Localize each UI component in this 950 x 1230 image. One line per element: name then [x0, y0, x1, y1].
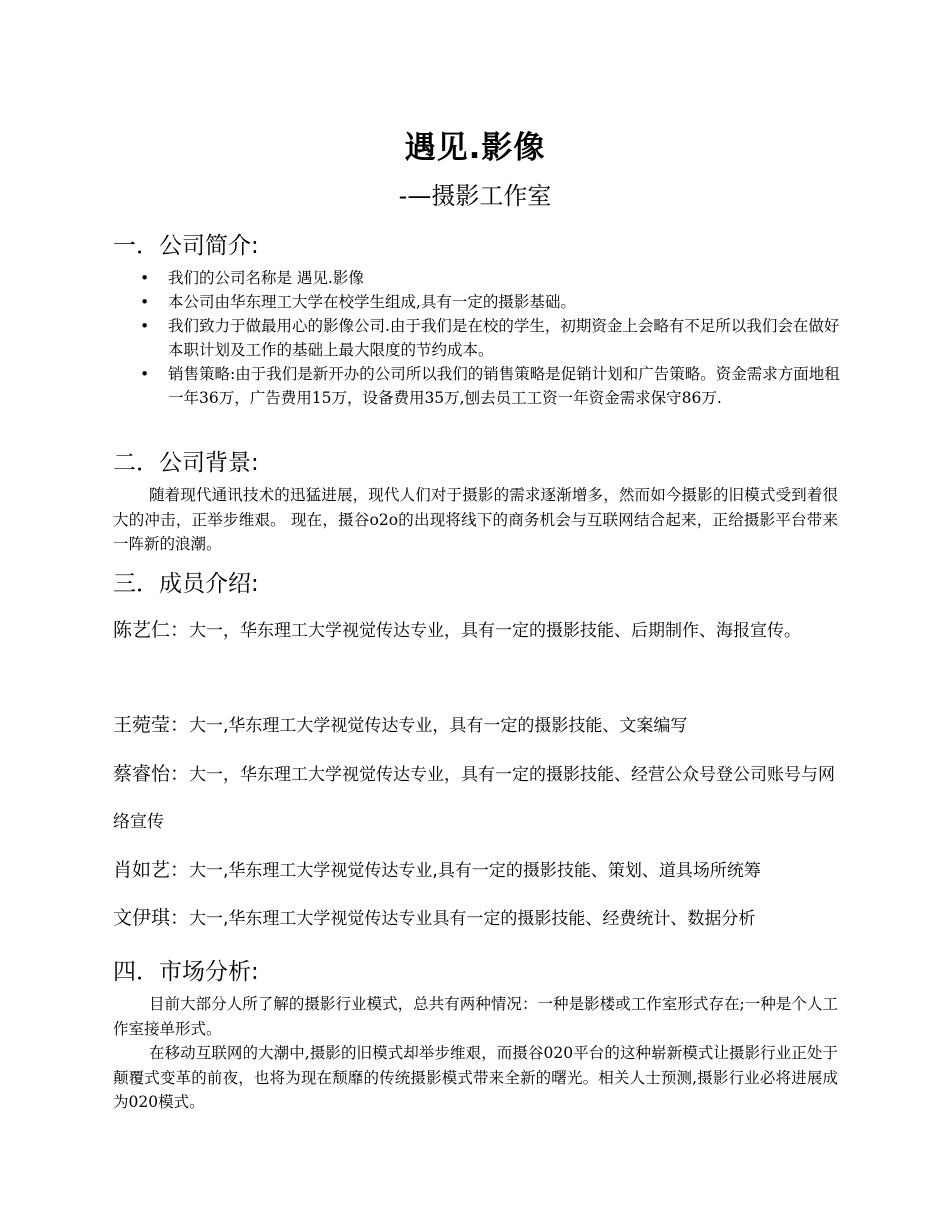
bullet-item: • 本公司由华东理工大学在校学生组成,具有一定的摄影基础。 [140, 290, 840, 314]
section-heading-intro: 一．公司简介: [113, 233, 259, 259]
section-heading-market: 四．市场分析: [113, 959, 259, 985]
background-paragraph: 随着现代通讯技术的迅猛进展，现代人们对于摄影的需求逐渐增多，然而如今摄影的旧模式受到着很大的冲击，正举步维艰。 现在，摄谷o2o的出现将线下的商务机会与互联网结合起来，正给摄影平台带来一阵新的浪潮。 [113, 486, 838, 553]
member-name: 文伊琪： [113, 907, 190, 929]
member-entry [113, 847, 838, 895]
bullet-item: • 销售策略:由于我们是新开办的公司所以我们的销售策略是促销计划和广告策略。资金需求方面地租一年36万，广告费用15万，设备费用35万,刨去员工工资一年资金需求保守86万. [140, 362, 840, 410]
member-description: 大一，华东理工大学视觉传达专业，具有一定的摄影技能、后期制作、海报宣传。 [189, 621, 802, 641]
market-paragraph: 在移动互联网的大潮中,摄影的旧模式却举步维艰，而摄谷020平台的这种崭新模式让摄影行业正处于颠覆式变革的前夜，也将为现在颓靡的传统摄影模式带来全新的曙光。相关人士预测,摄影行业必将进展成为020模式。 [113, 1044, 838, 1111]
document-title: 遇见.影像 [404, 130, 546, 166]
member-description: 大一,华东理工大学视觉传达专业具有一定的摄影技能、经费统计、数据分析 [189, 909, 756, 929]
section-heading-members: 三．成员介绍: [113, 571, 259, 597]
bullet-item: • 我们的公司名称是 遇见.影像 [140, 266, 840, 290]
member-name: 蔡睿怡： [113, 763, 190, 785]
member-entry [113, 895, 838, 943]
member-entry [113, 607, 838, 655]
bullet-item: • 我们致力于做最用心的影像公司.由于我们是在校的学生，初期资金上会略有不足所以我们会在做好本职计划及工作的基础上最大限度的节约成本。 [140, 314, 840, 362]
document-subtitle: -—摄影工作室 [398, 182, 552, 210]
member-name: 肖如艺： [113, 859, 190, 881]
member-description: 大一,华东理工大学视觉传达专业,具有一定的摄影技能、策划、道具场所统筹 [189, 861, 761, 881]
member-entry [113, 702, 838, 750]
intro-bullet-list [140, 266, 840, 410]
member-entry [113, 751, 838, 846]
section-heading-background: 二．公司背景: [113, 450, 259, 476]
member-name: 陈艺仁： [113, 619, 190, 641]
member-name: 王菀莹： [113, 714, 190, 736]
member-description: 大一,华东理工大学视觉传达专业，具有一定的摄影技能、文案编写 [189, 716, 688, 736]
member-description: 大一，华东理工大学视觉传达专业，具有一定的摄影技能、经营公众号登公司账号与网络宣传 [113, 765, 836, 832]
market-paragraph: 目前大部分人所了解的摄影行业模式，总共有两种情况：一种是影楼或工作室形式存在;一种是个人工作室接单形式。 [113, 995, 838, 1038]
